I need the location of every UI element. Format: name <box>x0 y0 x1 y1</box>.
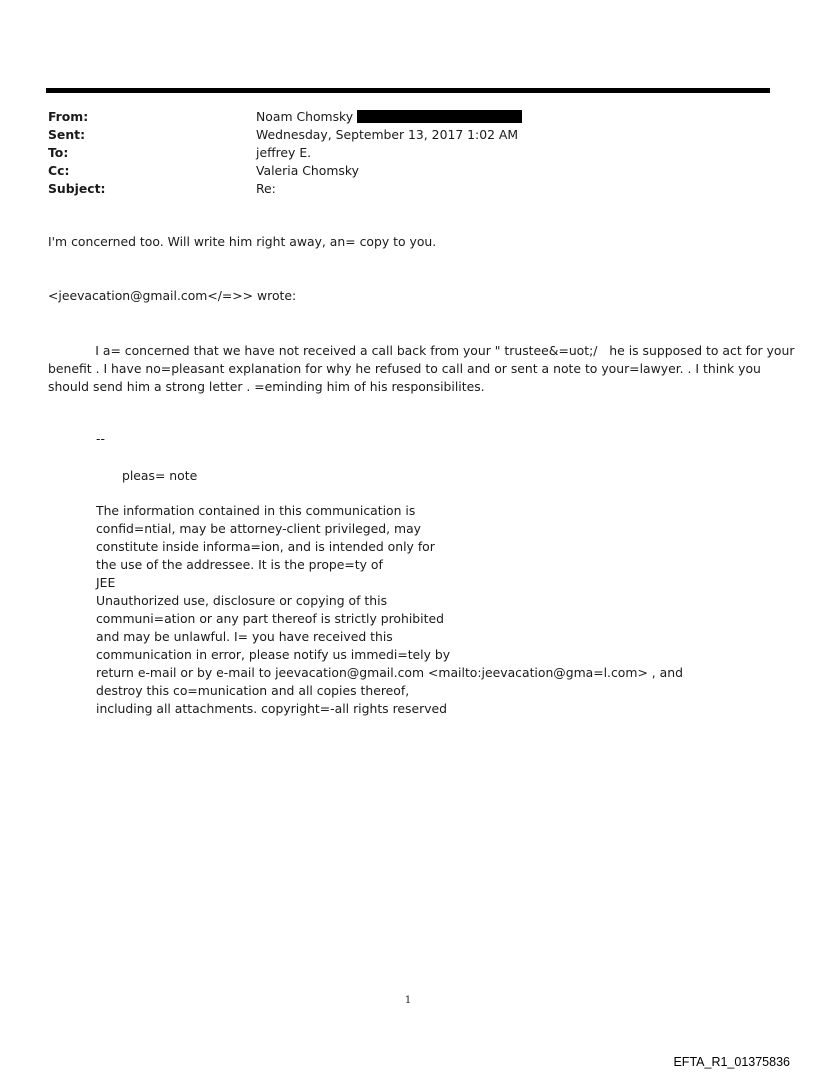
cc-value: Valeria Chomsky <box>256 163 359 178</box>
disclaimer-line: communication in error, please notify us immedi=tely by <box>96 647 451 662</box>
quoted-message <box>48 342 795 396</box>
signature-separator: -- <box>96 431 105 446</box>
from-value <box>256 108 522 126</box>
disclaimer-line: constitute inside informa=ion, and is intended only for <box>96 539 435 554</box>
pleas-note: pleas= note <box>122 468 198 483</box>
sent-label: Sent: <box>48 127 86 142</box>
quoted-line: benefit . I have no=pleasant explanation for why he refused to call and or sent a note to your=lawyer. . I think you <box>48 361 761 376</box>
disclaimer-line: confid=ntial, may be attorney-client privileged, may <box>96 521 421 536</box>
disclaimer-line: Unauthorized use, disclosure or copying of this <box>96 593 388 608</box>
from-label: From: <box>48 109 89 124</box>
page-number: 1 <box>404 995 412 1006</box>
quoted-line: I a= concerned that we have not received a call back from your " trustee&=uot;/ he is supposed to act for your <box>48 343 795 358</box>
disclaimer-line: The information contained in this communication is <box>96 503 416 518</box>
from-name: Noam Chomsky <box>256 109 354 124</box>
disclaimer-line: communi=ation or any part thereof is strictly prohibited <box>96 611 444 626</box>
disclaimer-line: and may be unlawful. I= you have received this <box>96 629 393 644</box>
redaction-bar <box>357 110 522 123</box>
disclaimer-line: JEE <box>96 575 116 590</box>
confidentiality-disclaimer <box>96 502 683 718</box>
cc-label: Cc: <box>48 163 70 178</box>
quoted-line: should send him a strong letter . =eminding him of his responsibilites. <box>48 379 485 394</box>
subject-value: Re: <box>256 181 276 196</box>
disclaimer-line: the use of the addressee. It is the prope=ty of <box>96 557 383 572</box>
disclaimer-line: destroy this co=munication and all copies thereof, <box>96 683 410 698</box>
disclaimer-line: return e-mail or by e-mail to jeevacation@gmail.com <mailto:jeevacation@gma=l.com> , and <box>96 665 683 680</box>
to-value: jeffrey E. <box>256 145 312 160</box>
disclaimer-line: including all attachments. copyright=-all rights reserved <box>96 701 448 716</box>
sent-value: Wednesday, September 13, 2017 1:02 AM <box>256 127 519 142</box>
header-rule <box>46 88 770 93</box>
quote-intro: <jeevacation@gmail.com</=>> wrote: <box>48 288 297 303</box>
bates-number: EFTA_R1_01375836 <box>673 1055 790 1069</box>
subject-label: Subject: <box>48 181 106 196</box>
to-label: To: <box>48 145 69 160</box>
reply-text: I'm concerned too. Will write him right away, an= copy to you. <box>48 234 437 249</box>
